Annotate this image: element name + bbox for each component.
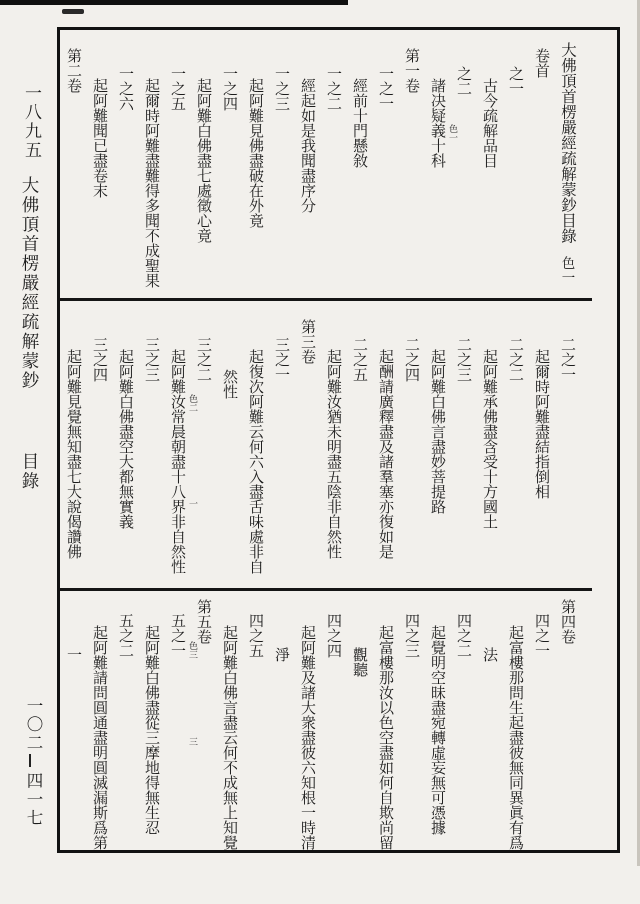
- column-text: 經前十門懸敘: [351, 78, 367, 168]
- entry-number: [372, 30, 398, 334]
- content-frame: [57, 27, 620, 853]
- column-text: 第二卷: [65, 48, 81, 93]
- column-text: 起復次阿難云何六入盡舌味處非自: [247, 349, 263, 574]
- interlinear-fascicle-annotation: 色一: [448, 124, 458, 142]
- entry-number: [268, 30, 294, 334]
- column-text: 二之五: [351, 337, 367, 382]
- entry-number: [502, 30, 528, 334]
- entry-title: [476, 301, 502, 636]
- toc-title-column: [554, 30, 580, 310]
- column-text: 之二: [455, 66, 471, 96]
- toc-section-volumes-front-1-2: [60, 30, 592, 301]
- entry-title: [216, 591, 242, 882]
- column-text: 淨: [273, 647, 289, 662]
- column-text: 第四卷: [559, 599, 575, 644]
- entry-title: [112, 301, 138, 636]
- entry-number: [528, 591, 554, 870]
- entry-title: [190, 30, 216, 346]
- volume-heading: [294, 301, 320, 606]
- entry-title: [424, 30, 458, 346]
- column-text: 一之四: [221, 66, 237, 111]
- column-text: 然性: [221, 369, 237, 399]
- entry-title: [86, 30, 112, 346]
- column-text: 一之六: [117, 66, 133, 111]
- column-text: 一: [65, 647, 81, 662]
- volume-heading: [398, 30, 424, 316]
- column-text: 起阿難白佛言盡妙菩提路: [429, 349, 445, 514]
- column-text: 法: [481, 647, 497, 662]
- column-text: 起阿難白佛盡空大都無實義: [117, 349, 133, 529]
- column-text: 起覺明空昧盡宛轉虛妄無可憑據: [429, 625, 445, 835]
- column-text: 起富樓那汝以色空盡如何自欺尚留: [377, 625, 393, 850]
- entry-title-continuation: [60, 591, 86, 904]
- column-text: 起阿難見覺無知盡七大說偈讚佛: [65, 349, 81, 559]
- entry-number: [190, 301, 216, 624]
- column-text: 一之一: [377, 66, 393, 111]
- entry-title: [164, 301, 198, 636]
- column-text: 三之三: [143, 337, 159, 382]
- column-text: 第一卷: [403, 48, 419, 93]
- toc-label: 目錄: [20, 452, 40, 491]
- column-text: 之一: [507, 66, 523, 96]
- entry-title: [320, 301, 346, 636]
- toc-section-volumes-4-5: [60, 591, 592, 848]
- entry-title: [424, 301, 450, 636]
- entry-title: [60, 301, 86, 636]
- column-text: 大佛頂首楞嚴經疏解蒙鈔目錄: [559, 42, 576, 244]
- entry-number: [398, 591, 424, 870]
- entry-title: [372, 301, 398, 636]
- entry-number: [398, 301, 424, 624]
- entry-number: [86, 301, 112, 624]
- column-text: 起富樓那問生起盡彼無同異眞有爲: [507, 625, 523, 850]
- column-text: 起阿難白佛盡七處徵心竟: [195, 78, 211, 243]
- interlinear-fascicle-annotation: 一: [188, 499, 198, 508]
- column-text: 一之三: [273, 66, 289, 111]
- column-text: 四之三: [403, 613, 419, 658]
- column-text: 起阿難見佛盡破在外竟: [247, 78, 263, 228]
- interlinear-fascicle-annotation: 三: [188, 737, 198, 746]
- column-text: 起酬請廣釋盡及諸羣塞亦復如是: [377, 349, 393, 559]
- toc-section-volumes-2-3: [60, 301, 592, 591]
- entry-title-continuation: [346, 591, 372, 904]
- column-text: 諸决疑義十科: [429, 78, 445, 168]
- column-text: 古今疏解品目: [481, 78, 497, 168]
- column-text: 起阿難聞已盡卷末: [91, 78, 107, 198]
- volume-heading: [190, 591, 216, 856]
- page-ref-bottom: 四一七: [24, 772, 43, 828]
- entry-number: [138, 301, 164, 624]
- entry-title: [242, 30, 268, 346]
- column-text: 四之四: [325, 613, 341, 658]
- work-title-label: 大佛頂首楞嚴經疏解蒙鈔: [20, 176, 40, 391]
- entry-title: [294, 30, 320, 346]
- entry-title-continuation: [476, 591, 502, 904]
- volume-heading: [528, 30, 554, 316]
- entry-number: [346, 301, 372, 624]
- column-text: 三之四: [91, 337, 107, 382]
- column-text: 卷首: [533, 48, 549, 78]
- column-text: 起阿難請問圓通盡明圓滅漏斯爲第: [91, 625, 107, 850]
- volume-heading: [60, 30, 86, 316]
- column-text: 起阿難白佛盡從三摩地得無生忍: [143, 625, 159, 835]
- column-text: 起阿難汝猶未明盡五陰非自然性: [325, 349, 341, 559]
- entry-number: [164, 30, 190, 334]
- entry-number: [164, 591, 198, 870]
- column-text: 五之二: [117, 613, 133, 658]
- entry-number: [554, 301, 580, 624]
- entry-title: [424, 591, 450, 882]
- column-text: 第五卷: [195, 599, 211, 644]
- column-text: 第三卷: [299, 319, 315, 364]
- column-text: 三之二: [195, 337, 211, 382]
- column-text: 觀聽: [351, 647, 367, 677]
- column-text: 二之一: [559, 337, 575, 382]
- interlinear-fascicle-annotation: 色二: [188, 394, 198, 412]
- entry-number: [320, 30, 346, 334]
- entry-title: [476, 30, 502, 346]
- fascicle-marker: 色一: [559, 256, 575, 285]
- column-text: 起爾時阿難盡結指倒相: [533, 349, 549, 499]
- column-text: 一之二: [325, 66, 341, 111]
- column-text: 經起如是我聞盡序分: [299, 78, 315, 213]
- column-text: 四之二: [455, 613, 471, 658]
- column-text: 三之一: [273, 337, 289, 382]
- entry-number: [320, 591, 346, 870]
- entry-title: [346, 30, 372, 346]
- entry-number: [216, 30, 242, 334]
- column-text: 起阿難及諸大衆盡彼六知根一時清: [299, 625, 315, 850]
- page-number-label: 一八九五: [22, 84, 41, 160]
- page-ref-top: 一〇二: [24, 697, 43, 753]
- entry-number: [450, 301, 476, 624]
- entry-title: [242, 301, 268, 636]
- column-text: 二之三: [455, 337, 471, 382]
- entry-title: [138, 30, 164, 346]
- page-margin-sidebar: [0, 0, 56, 866]
- column-text: 起阿難承佛盡含受十方國土: [481, 349, 497, 529]
- page-ref-divider: [29, 754, 31, 767]
- scan-artifact-mark: [62, 9, 84, 14]
- entry-number: [450, 30, 476, 334]
- column-text: 四之一: [533, 613, 549, 658]
- entry-title: [138, 591, 164, 882]
- volume-heading: [554, 591, 580, 856]
- interlinear-fascicle-annotation: 色三: [188, 641, 198, 659]
- entry-title: [294, 591, 320, 882]
- column-text: 五之一: [169, 613, 185, 658]
- column-text: 起爾時阿難盡難得多聞不成聖果: [143, 78, 159, 288]
- entry-number: [242, 591, 268, 870]
- column-text: 四之五: [247, 613, 263, 658]
- column-text: 二之二: [507, 337, 523, 382]
- entry-title-continuation: [268, 591, 294, 904]
- entry-title: [86, 591, 112, 882]
- column-text: 一之五: [169, 66, 185, 111]
- column-text: 起阿難汝常晨朝盡十八界非自然性: [169, 349, 185, 574]
- entry-number: [268, 301, 294, 624]
- entry-number: [112, 591, 138, 870]
- entry-title: [502, 591, 528, 882]
- entry-number: [450, 591, 476, 870]
- entry-title: [528, 301, 554, 636]
- entry-number: [502, 301, 528, 624]
- entry-number: [112, 30, 138, 334]
- column-text: 起阿難白佛言盡云何不成無上知覺: [221, 625, 237, 850]
- entry-title: [372, 591, 398, 882]
- column-text: 二之四: [403, 337, 419, 382]
